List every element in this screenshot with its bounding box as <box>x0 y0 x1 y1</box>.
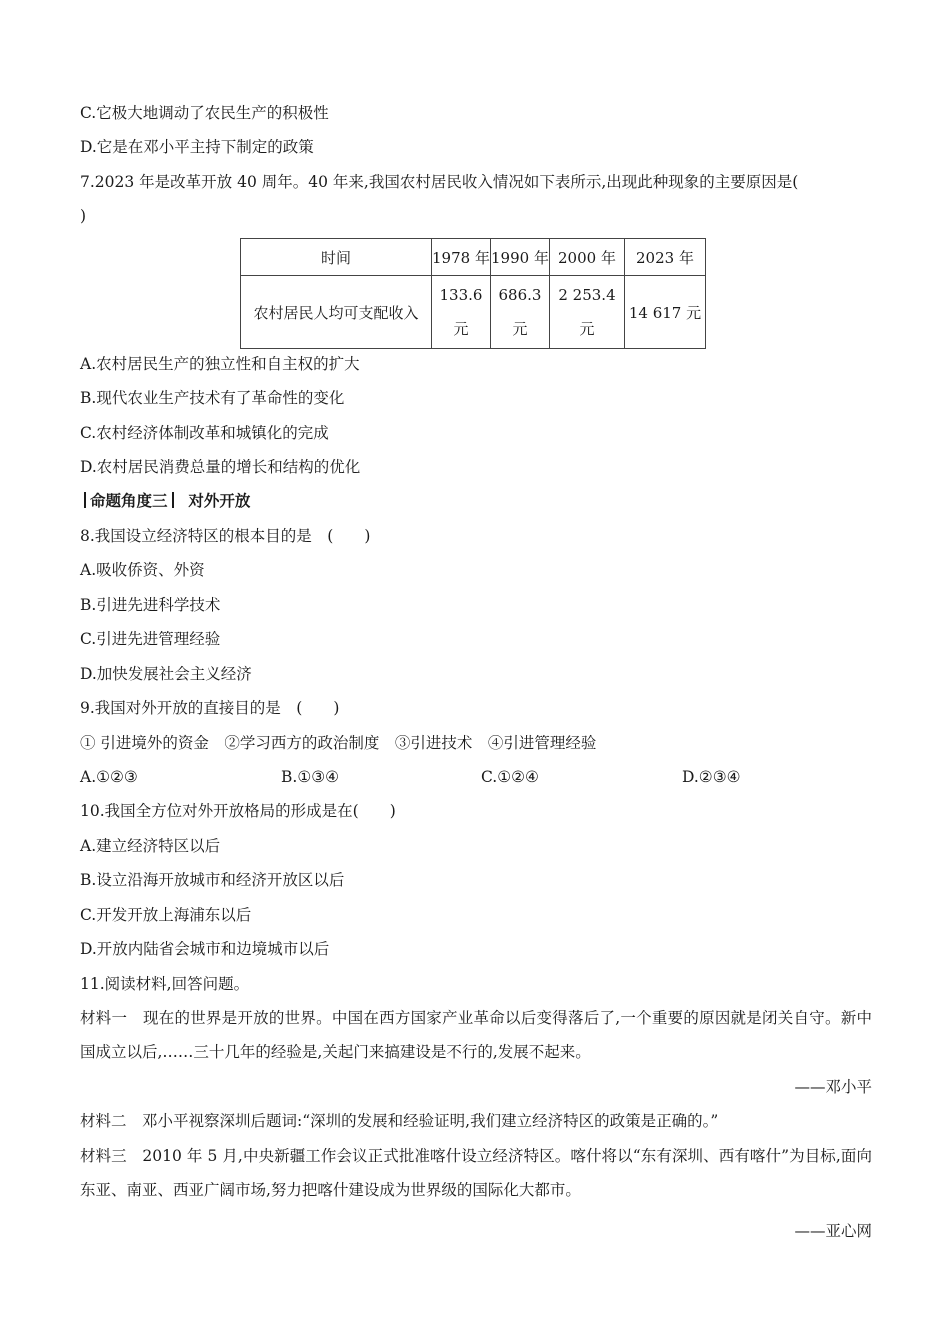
material-3: 材料三 2010 年 5 月,中央新疆工作会议正式批准喀什设立经济特区。喀什将以“东有深圳、西有喀什”为目标,面向东亚、南亚、西亚广阔市场,努力把喀什建设成为世界级的国际化大都市。 <box>80 1147 872 1199</box>
section-bar-right <box>172 492 174 508</box>
q7-stem-end: ) <box>80 207 87 225</box>
q10-option-b: B.设立沿海开放城市和经济开放区以后 <box>80 871 345 889</box>
q8-option-d: D.加快发展社会主义经济 <box>80 665 252 683</box>
q6-option-d: D.它是在邓小平主持下制定的政策 <box>80 138 314 156</box>
q7-option-b: B.现代农业生产技术有了革命性的变化 <box>80 389 345 407</box>
income-value: 2 253.4 <box>558 286 616 304</box>
source-1: ——邓小平 <box>794 1078 872 1096</box>
income-unit: 元 <box>579 320 595 338</box>
q7-stem: 7.2023 年是改革开放 40 周年。40 年来,我国农村居民收入情况如下表所示,出现此种现象的主要原因是( <box>80 173 799 191</box>
table-cell <box>625 276 706 349</box>
q7-option-d: D.农村居民消费总量的增长和结构的优化 <box>80 458 361 476</box>
table-row-label: 农村居民人均可支配收入 <box>241 276 432 349</box>
table-year: 1990 年 <box>491 239 550 276</box>
income-value: 133.6 <box>439 286 483 304</box>
material-1: 材料一 现在的世界是开放的世界。中国在西方国家产业革命以后变得落后了,一个重要的原因就是闭关自守。新中国成立以后,……三十几年的经验是,关起门来搞建设是不行的,发展不起来。 <box>80 1009 872 1061</box>
q8-option-c: C.引进先进管理经验 <box>80 630 221 648</box>
material-2: 材料二 邓小平视察深圳后题词:“深圳的发展和经验证明,我们建立经济特区的政策是正确的。” <box>80 1112 719 1130</box>
section-bar-left <box>84 492 86 508</box>
table-year: 2023 年 <box>625 239 706 276</box>
q7-option-c: C.农村经济体制改革和城镇化的完成 <box>80 424 329 442</box>
income-unit: 元 <box>512 320 528 338</box>
income-table <box>240 238 706 349</box>
table-cell <box>432 276 491 349</box>
q9-option-a: A.①②③ <box>80 768 138 786</box>
source-3: ——亚心网 <box>794 1222 872 1240</box>
table-year: 1978 年 <box>432 239 491 276</box>
q10-stem: 10.我国全方位对外开放格局的形成是在( ) <box>80 802 396 820</box>
table-cell <box>550 276 625 349</box>
table-year: 2000 年 <box>550 239 625 276</box>
q8-option-b: B.引进先进科学技术 <box>80 596 221 614</box>
q7-option-a: A.农村居民生产的独立性和自主权的扩大 <box>80 355 360 373</box>
income-value: 14 617 元 <box>628 303 702 322</box>
q9-option-c: C.①②④ <box>481 768 539 786</box>
table-cell <box>491 276 550 349</box>
q10-option-c: C.开发开放上海浦东以后 <box>80 906 252 924</box>
q8-stem: 8.我国设立经济特区的根本目的是 ( ) <box>80 527 371 545</box>
section-label: 命题角度三 <box>90 492 168 510</box>
q9-option-b: B.①③④ <box>281 768 340 786</box>
q8-option-a: A.吸收侨资、外资 <box>80 561 205 579</box>
income-unit: 元 <box>453 320 469 338</box>
table-data-row <box>241 276 706 349</box>
q9-items: ① 引进境外的资金 ②学习西方的政治制度 ③引进技术 ④引进管理经验 <box>80 734 597 752</box>
income-value: 686.3 <box>498 286 542 304</box>
q9-option-d: D.②③④ <box>682 768 741 786</box>
section-heading <box>80 491 250 511</box>
table-header-row <box>241 239 706 276</box>
q6-option-c: C.它极大地调动了农民生产的积极性 <box>80 104 329 122</box>
q10-option-d: D.开放内陆省会城市和边境城市以后 <box>80 940 330 958</box>
q9-stem: 9.我国对外开放的直接目的是 ( ) <box>80 699 340 717</box>
section-title: 对外开放 <box>188 492 251 510</box>
q11-stem: 11.阅读材料,回答问题。 <box>80 975 250 993</box>
q10-option-a: A.建立经济特区以后 <box>80 837 221 855</box>
table-header-label: 时间 <box>241 239 432 276</box>
